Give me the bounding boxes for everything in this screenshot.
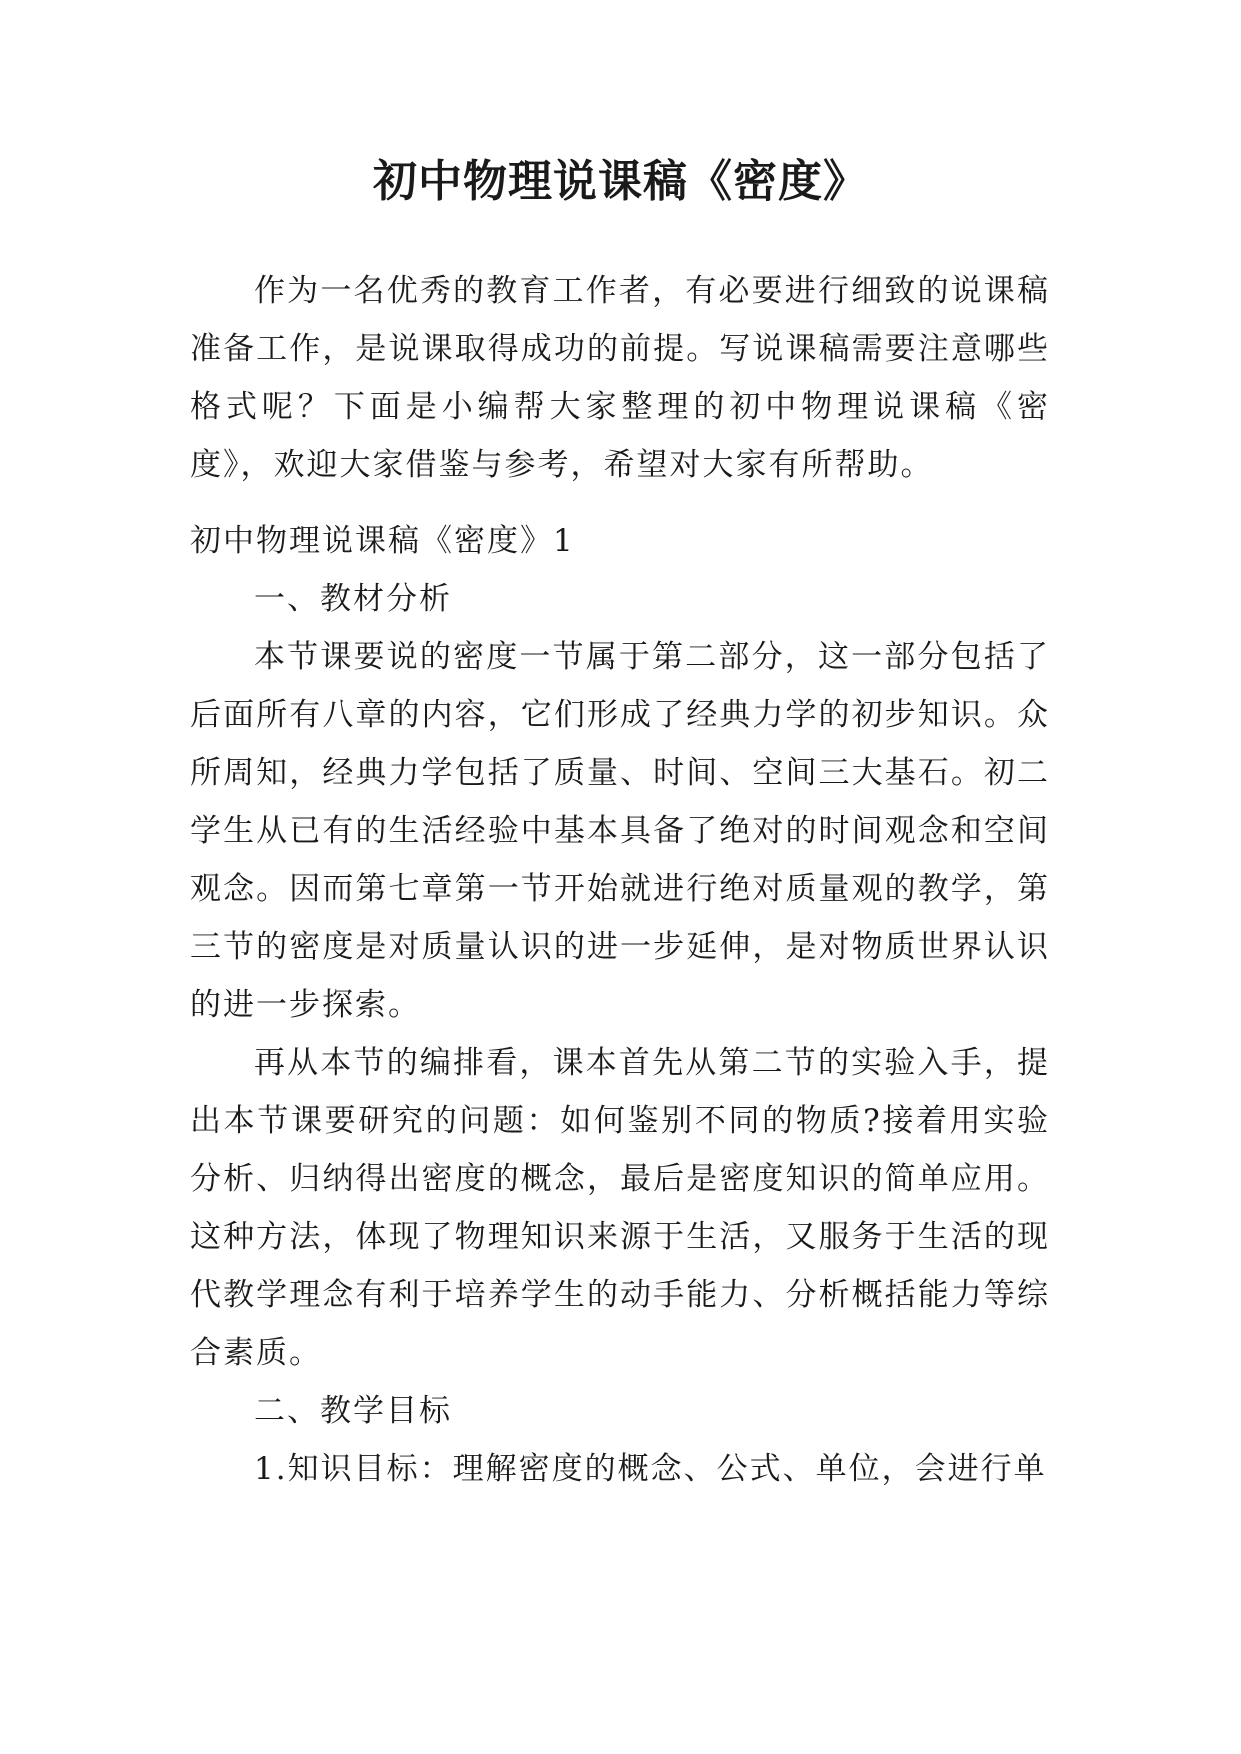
- section-block: [190, 512, 1050, 1498]
- paragraph-knowledge-goal: 1.知识目标：理解密度的概念、公式、单位，会进行单: [254, 1451, 1047, 1487]
- intro-block: [190, 262, 1050, 494]
- section-title: 初中物理说课稿《密度》1: [190, 523, 575, 559]
- paragraph-arrangement: 再从本节的编排看，课本首先从第二节的实验入手，提出本节课要研究的问题：如何鉴别不同的物质?接着用实验分析、归纳得出密度的概念，最后是密度知识的简单应用。这种方法，体现了物理知识来源于生活，又服务于生活的现代教学理念有利于培养学生的动手能力、分析概括能力等综合素质。: [190, 1045, 1050, 1371]
- heading-teaching-goals: 二、教学目标: [254, 1393, 452, 1429]
- paragraph-textbook-analysis: 本节课要说的密度一节属于第二部分，这一部分包括了后面所有八章的内容，它们形成了经典力学的初步知识。众所周知，经典力学包括了质量、时间、空间三大基石。初二学生从已有的生活经验中基本具备了绝对的时间观念和空间观念。因而第七章第一节开始就进行绝对质量观的教学，第三节的密度是对质量认识的进一步延伸，是对物质世界认识的进一步探索。: [190, 639, 1050, 1023]
- document-title: 初中物理说课稿《密度》: [373, 156, 868, 207]
- heading-textbook-analysis: 一、教材分析: [254, 581, 452, 617]
- intro-paragraph: 作为一名优秀的教育工作者，有必要进行细致的说课稿准备工作，是说课取得成功的前提。写说课稿需要注意哪些格式呢？下面是小编帮大家整理的初中物理说课稿《密度》，欢迎大家借鉴与参考，希望对大家有所帮助。: [190, 273, 1050, 483]
